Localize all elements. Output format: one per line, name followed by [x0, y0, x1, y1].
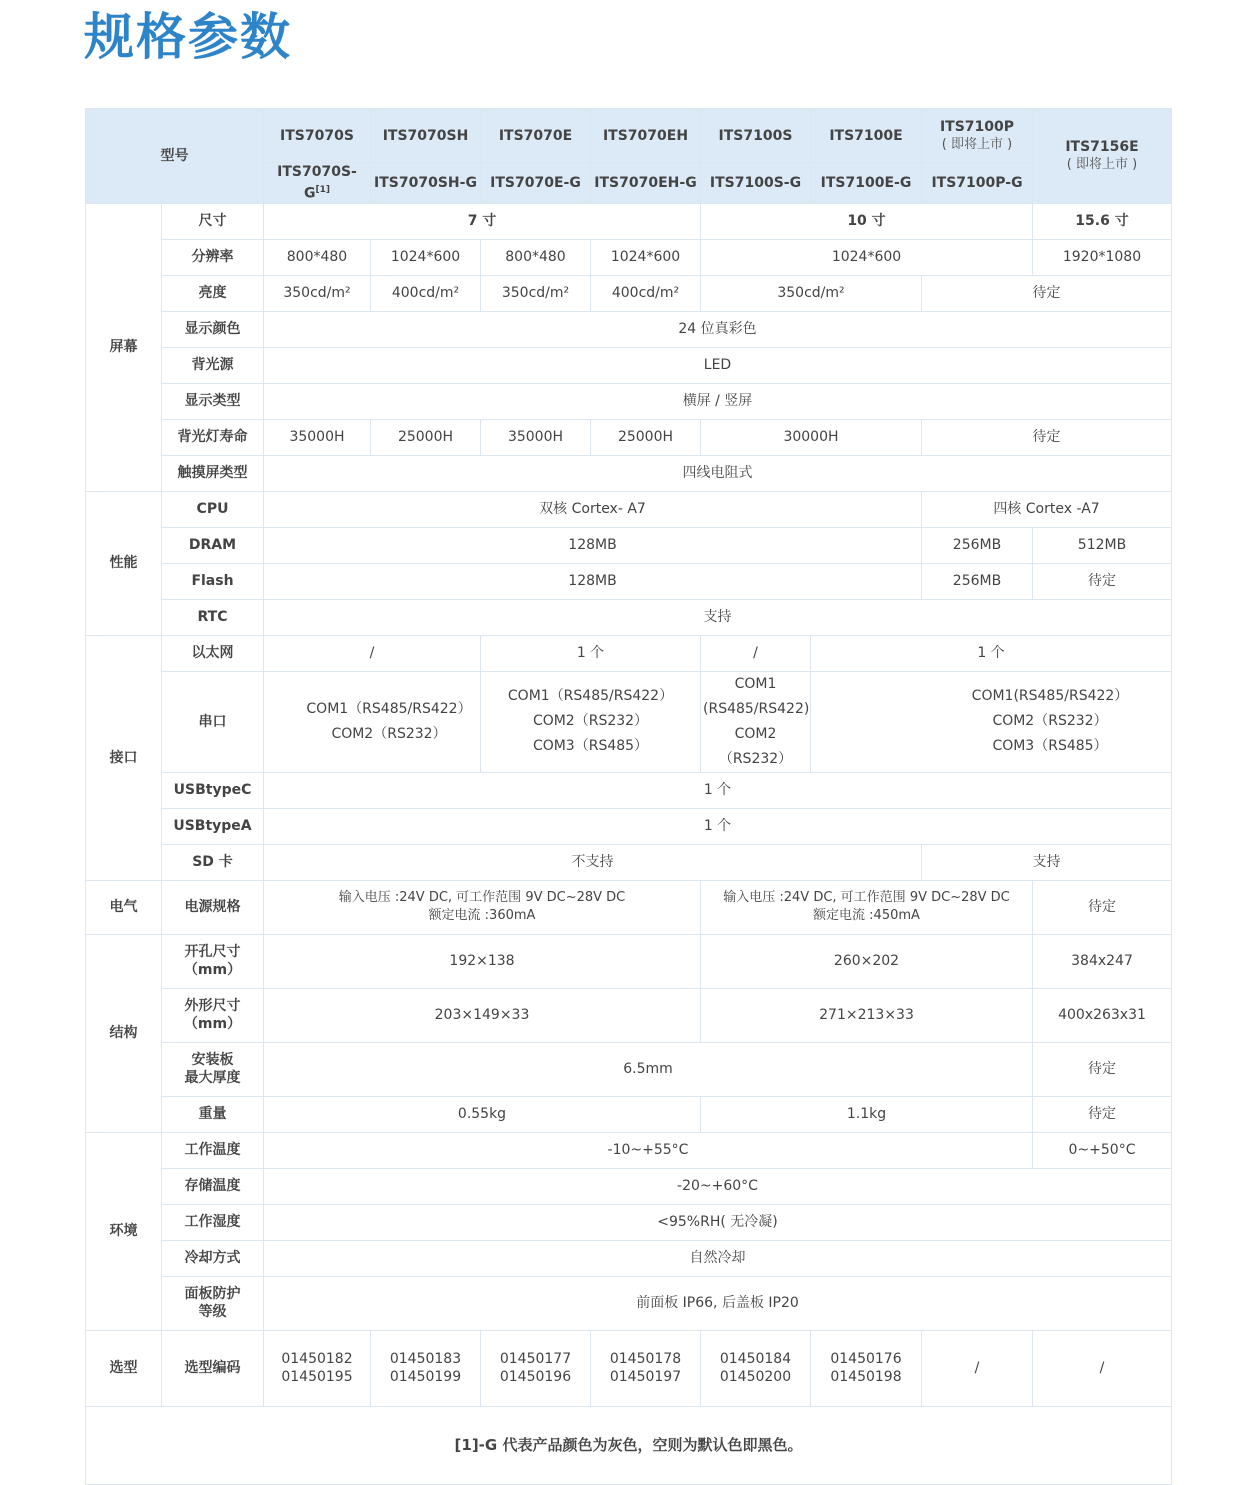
row-label: 背光灯寿命: [162, 419, 264, 455]
cell: /: [264, 635, 481, 671]
cell: 输入电压 :24V DC, 可工作范围 9V DC~28V DC 额定电流 :360mA: [264, 880, 701, 934]
model-name: ITS7070S: [264, 109, 371, 163]
row-cutout: [86, 934, 1172, 988]
category-electrical: 电气: [86, 880, 162, 934]
row-cooling: [86, 1240, 1172, 1276]
cell: 支持: [922, 844, 1172, 880]
cell: 25000H: [371, 419, 481, 455]
g-model-name: ITS7100P-G: [922, 163, 1033, 204]
cell: 01450176 01450198: [811, 1330, 922, 1406]
cell: 400cd/m²: [591, 275, 701, 311]
row-usba: [86, 808, 1172, 844]
category-selection: 选型: [86, 1330, 162, 1406]
row-label: 串口: [162, 671, 264, 772]
row-label: 分辨率: [162, 239, 264, 275]
row-label: SD 卡: [162, 844, 264, 880]
row-label: 显示类型: [162, 383, 264, 419]
category-screen: 屏幕: [86, 203, 162, 491]
cell: 输入电压 :24V DC, 可工作范围 9V DC~28V DC 额定电流 :450mA: [701, 880, 1033, 934]
cell: 24 位真彩色: [264, 311, 1172, 347]
cell: 400cd/m²: [371, 275, 481, 311]
g-model-name: ITS7070E-G: [481, 163, 591, 204]
cell: 01450182 01450195: [264, 1330, 371, 1406]
cell: 512MB: [1033, 527, 1172, 563]
row-op-temp: [86, 1132, 1172, 1168]
cell: 30000H: [701, 419, 922, 455]
spec-table: [85, 108, 1172, 1485]
model-name: ITS7070EH: [591, 109, 701, 163]
model-label: 型号: [86, 109, 264, 204]
row-label: RTC: [162, 599, 264, 635]
cell: COM1（RS485/RS422） COM2（RS232）: [264, 671, 481, 772]
row-label: Flash: [162, 563, 264, 599]
cell: 192×138: [264, 934, 701, 988]
row-panel-thickness: [86, 1042, 1172, 1096]
cell: /: [1033, 1330, 1172, 1406]
cell: -20~+60°C: [264, 1168, 1172, 1204]
cell: 1920*1080: [1033, 239, 1172, 275]
cell: 待定: [1033, 1096, 1172, 1132]
row-touch: [86, 455, 1172, 491]
cell: 350cd/m²: [264, 275, 371, 311]
model-name: [922, 109, 1033, 163]
row-storage-temp: [86, 1168, 1172, 1204]
cell: 1024*600: [701, 239, 1033, 275]
cell: 前面板 IP66, 后盖板 IP20: [264, 1276, 1172, 1330]
row-protection: [86, 1276, 1172, 1330]
category-interface: 接口: [86, 635, 162, 880]
cell: 256MB: [922, 563, 1033, 599]
g-model-name: ITS7100S-G: [701, 163, 811, 204]
g-model-name: ITS7070S-G[1]: [264, 163, 371, 204]
cell: 双核 Cortex- A7: [264, 491, 922, 527]
row-label: 背光源: [162, 347, 264, 383]
cell: 不支持: [264, 844, 922, 880]
cell: 128MB: [264, 563, 922, 599]
cell: 1 个: [481, 635, 701, 671]
model-name-text: ITS7100P: [939, 118, 1015, 135]
cell: /: [701, 635, 811, 671]
cell: 0~+50°C: [1033, 1132, 1172, 1168]
cell: 待定: [922, 275, 1172, 311]
model-name-text: ITS7156E: [1065, 138, 1139, 155]
cell: 800*480: [264, 239, 371, 275]
row-color: [86, 311, 1172, 347]
row-label: 工作温度: [162, 1132, 264, 1168]
cell: 271×213×33: [701, 988, 1033, 1042]
coming-soon-label: ( 即将上市 ): [1066, 156, 1138, 172]
row-label: 工作湿度: [162, 1204, 264, 1240]
cell: 四核 Cortex -A7: [922, 491, 1172, 527]
cell: 256MB: [922, 527, 1033, 563]
g-model-name: ITS7070SH-G: [371, 163, 481, 204]
row-footnote: [86, 1406, 1172, 1484]
cell: 6.5mm: [264, 1042, 1033, 1096]
row-label: 存储温度: [162, 1168, 264, 1204]
row-resolution: [86, 239, 1172, 275]
row-backlight: [86, 347, 1172, 383]
coming-soon-label: ( 即将上市 ): [941, 136, 1013, 152]
row-label: CPU: [162, 491, 264, 527]
category-environment: 环境: [86, 1132, 162, 1330]
row-ethernet: [86, 635, 1172, 671]
row-size: [86, 203, 1172, 239]
cell: 0.55kg: [264, 1096, 701, 1132]
cell: 400x263x31: [1033, 988, 1172, 1042]
row-power: [86, 880, 1172, 934]
cell: 350cd/m²: [701, 275, 922, 311]
row-sd: [86, 844, 1172, 880]
category-structure: 结构: [86, 934, 162, 1132]
row-label: 面板防护 等级: [162, 1276, 264, 1330]
cell: -10~+55°C: [264, 1132, 1033, 1168]
row-label: 尺寸: [162, 203, 264, 239]
model-name: ITS7100E: [811, 109, 922, 163]
cell: 支持: [264, 599, 1172, 635]
cell: 128MB: [264, 527, 922, 563]
row-brightness: [86, 275, 1172, 311]
cell: 1024*600: [591, 239, 701, 275]
model-name: ITS7070E: [481, 109, 591, 163]
cell: 35000H: [264, 419, 371, 455]
page-title: 规格参数: [84, 8, 292, 66]
g-model-name: ITS7070EH-G: [591, 163, 701, 204]
cell: 待定: [1033, 1042, 1172, 1096]
cell: 自然冷却: [264, 1240, 1172, 1276]
cell: 1.1kg: [701, 1096, 1033, 1132]
row-label: 电源规格: [162, 880, 264, 934]
row-dram: [86, 527, 1172, 563]
row-weight: [86, 1096, 1172, 1132]
cell: 25000H: [591, 419, 701, 455]
cell: 01450183 01450199: [371, 1330, 481, 1406]
cell: /: [922, 1330, 1033, 1406]
cell: 1024*600: [371, 239, 481, 275]
cell: 15.6 寸: [1033, 203, 1172, 239]
cell: 1 个: [264, 772, 1172, 808]
cell: 260×202: [701, 934, 1033, 988]
cell: 1 个: [264, 808, 1172, 844]
row-backlight-life: [86, 419, 1172, 455]
row-label: 亮度: [162, 275, 264, 311]
category-performance: 性能: [86, 491, 162, 635]
row-label: 显示颜色: [162, 311, 264, 347]
row-label: 重量: [162, 1096, 264, 1132]
cell: COM1（RS485/RS422） COM2（RS232） COM3（RS485）: [481, 671, 701, 772]
cell: COM1 (RS485/RS422) COM2（RS232）: [701, 671, 811, 772]
cell: 待定: [922, 419, 1172, 455]
row-label: DRAM: [162, 527, 264, 563]
row-label: 开孔尺寸 （mm）: [162, 934, 264, 988]
cell: 35000H: [481, 419, 591, 455]
row-label: 安装板 最大厚度: [162, 1042, 264, 1096]
cell: 800*480: [481, 239, 591, 275]
row-label: 外形尺寸 （mm）: [162, 988, 264, 1042]
model-name: ITS7100S: [701, 109, 811, 163]
cell: 01450178 01450197: [591, 1330, 701, 1406]
cell: 待定: [1033, 563, 1172, 599]
header-row-models: [86, 109, 1172, 163]
row-label: USBtypeA: [162, 808, 264, 844]
cell: 203×149×33: [264, 988, 701, 1042]
cell: COM1(RS485/RS422） COM2（RS232） COM3（RS485）: [811, 671, 1172, 772]
cell: 350cd/m²: [481, 275, 591, 311]
model-name: [1033, 109, 1172, 204]
cell: 10 寸: [701, 203, 1033, 239]
cell: 384x247: [1033, 934, 1172, 988]
row-label: 触摸屏类型: [162, 455, 264, 491]
row-serial: [86, 671, 1172, 772]
footnote-ref: [1]: [315, 185, 330, 195]
cell: 四线电阻式: [264, 455, 1172, 491]
cell: 01450184 01450200: [701, 1330, 811, 1406]
row-label: USBtypeC: [162, 772, 264, 808]
cell: 待定: [1033, 880, 1172, 934]
cell: 1 个: [811, 635, 1172, 671]
row-usbc: [86, 772, 1172, 808]
cell: LED: [264, 347, 1172, 383]
cell: 01450177 01450196: [481, 1330, 591, 1406]
row-rtc: [86, 599, 1172, 635]
row-label: 选型编码: [162, 1330, 264, 1406]
footnote: [1]-G 代表产品颜色为灰色，空则为默认色即黑色。: [86, 1406, 1172, 1484]
row-outline: [86, 988, 1172, 1042]
model-name: ITS7070SH: [371, 109, 481, 163]
row-flash: [86, 563, 1172, 599]
cell: 横屏 / 竖屏: [264, 383, 1172, 419]
row-humidity: [86, 1204, 1172, 1240]
cell: <95%RH( 无冷凝): [264, 1204, 1172, 1240]
g-model-name: ITS7100E-G: [811, 163, 922, 204]
row-display-type: [86, 383, 1172, 419]
cell: 7 寸: [264, 203, 701, 239]
row-codes: [86, 1330, 1172, 1406]
row-cpu: [86, 491, 1172, 527]
row-label: 以太网: [162, 635, 264, 671]
row-label: 冷却方式: [162, 1240, 264, 1276]
